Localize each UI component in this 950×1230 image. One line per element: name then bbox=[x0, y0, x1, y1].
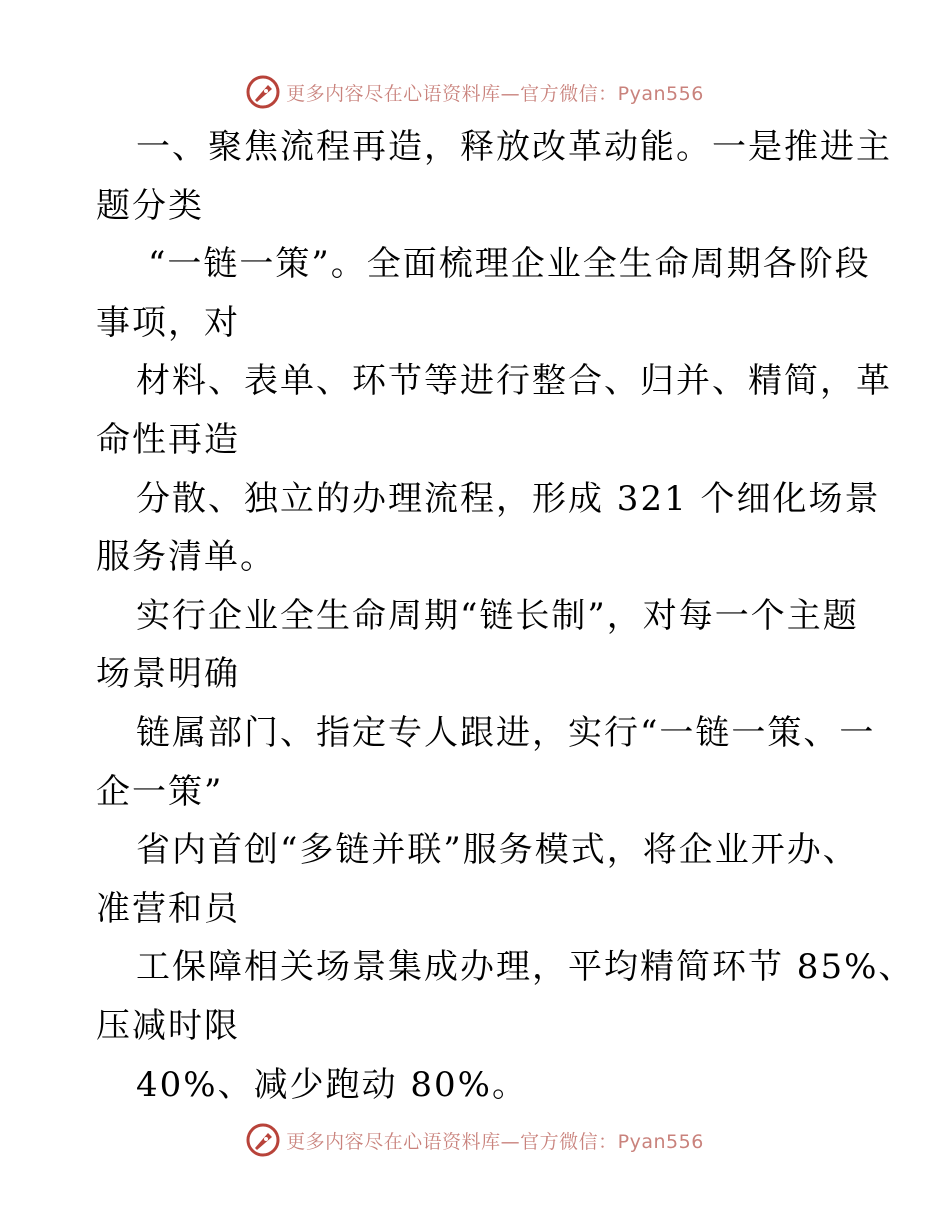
paragraph-line: 材料、表单、环节等进行整合、归并、精简，革 bbox=[136, 361, 892, 402]
paragraph-line: 一、聚焦流程再造，释放改革动能。一是推进主 bbox=[136, 127, 892, 167]
paragraph-line: 工保障相关场景集成办理，平均精简环节 85%、 bbox=[136, 947, 915, 988]
paragraph-line: 分散、独立的办理流程，形成 321 个细化场景 bbox=[136, 478, 881, 519]
paragraph-line: 事项，对 bbox=[96, 302, 240, 343]
paragraph-line: 题分类 bbox=[96, 185, 204, 226]
paragraph-line: 实行企业全生命周期“链长制”，对每一个主题 bbox=[136, 595, 859, 636]
paragraph-line: 企一策” bbox=[96, 771, 224, 812]
paragraph-line: “一链一策”。全面梳理企业全生命周期各阶段 bbox=[148, 244, 871, 285]
paragraph-line: 场景明确 bbox=[96, 654, 240, 695]
pen-nib-logo-icon bbox=[246, 1123, 280, 1157]
paragraph-line: 服务清单。 bbox=[96, 537, 276, 578]
paragraph-line: 命性再造 bbox=[96, 419, 240, 460]
paragraph-line: 省内首创“多链并联”服务模式，将企业开办、 bbox=[136, 830, 859, 871]
pen-nib-logo-icon bbox=[246, 75, 280, 109]
header-banner-text: 更多内容尽在心语资料库—官方微信：Pyan556 bbox=[286, 82, 704, 105]
paragraph-line: 压减时限 bbox=[96, 1005, 240, 1046]
header-banner bbox=[0, 72, 950, 112]
paragraph-line: 准营和员 bbox=[96, 888, 240, 929]
footer-banner-text: 更多内容尽在心语资料库—官方微信：Pyan556 bbox=[286, 1130, 704, 1153]
document-body bbox=[96, 118, 915, 1114]
paragraph-line: 链属部门、指定专人跟进，实行“一链一策、一 bbox=[136, 712, 876, 753]
paragraph-line: 40%、减少跑动 80%。 bbox=[136, 1064, 528, 1105]
footer-banner bbox=[0, 1120, 950, 1160]
